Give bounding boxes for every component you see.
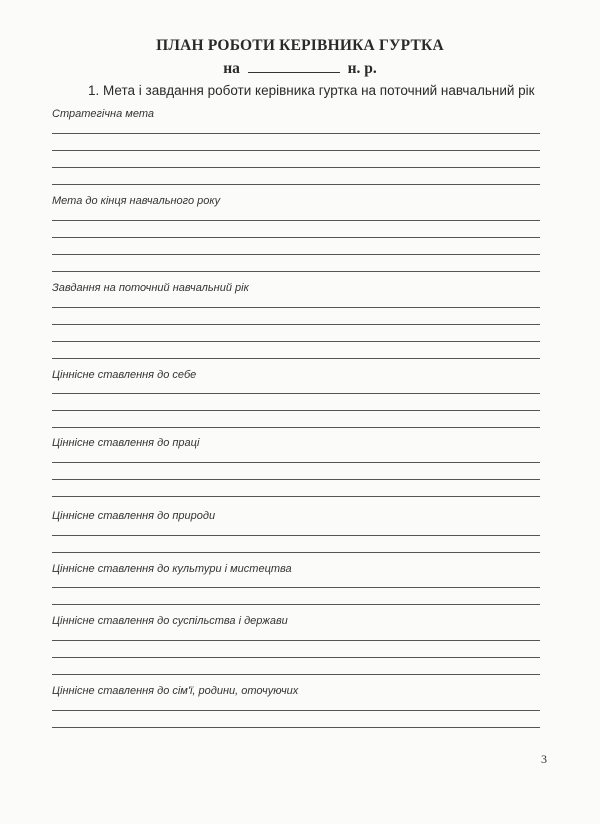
section-label-attitude-to-culture: Ціннісне ставлення до культури і мистецтва — [52, 563, 292, 575]
writing-line[interactable] — [52, 479, 540, 480]
writing-line[interactable] — [52, 237, 540, 238]
writing-line[interactable] — [52, 535, 540, 536]
year-blank-field[interactable] — [248, 59, 340, 73]
writing-line[interactable] — [52, 410, 540, 411]
writing-line[interactable] — [52, 604, 540, 605]
section-label-attitude-to-work: Ціннісне ставлення до праці — [52, 437, 200, 449]
writing-line[interactable] — [52, 587, 540, 588]
section-label-attitude-to-self: Ціннісне ставлення до себе — [52, 369, 197, 381]
writing-line[interactable] — [52, 150, 540, 151]
section-label-year-end-goal: Мета до кінця навчального року — [52, 195, 221, 207]
writing-line[interactable] — [52, 462, 540, 463]
writing-line[interactable] — [52, 710, 540, 711]
section-label-attitude-to-society: Ціннісне ставлення до суспільства і держави — [52, 615, 288, 627]
page-title: ПЛАН РОБОТИ КЕРІВНИКА ГУРТКА — [156, 37, 444, 54]
year-suffix: н. р. — [347, 60, 377, 77]
writing-line[interactable] — [52, 133, 540, 134]
writing-line[interactable] — [52, 271, 540, 272]
writing-line[interactable] — [52, 167, 540, 168]
section-heading: 1. Мета і завдання роботи керівника гуртка на поточний навчальний рік — [88, 83, 535, 98]
writing-line[interactable] — [52, 358, 540, 359]
writing-line[interactable] — [52, 674, 540, 675]
section-label-current-year-tasks: Завдання на поточний навчальний рік — [52, 282, 249, 294]
writing-line[interactable] — [52, 184, 540, 185]
writing-line[interactable] — [52, 427, 540, 428]
writing-line[interactable] — [52, 307, 540, 308]
writing-line[interactable] — [52, 640, 540, 641]
writing-line[interactable] — [52, 254, 540, 255]
page-number: 3 — [541, 752, 547, 766]
year-prefix: на — [223, 60, 240, 77]
section-label-attitude-to-nature: Ціннісне ставлення до природи — [52, 510, 216, 522]
writing-line[interactable] — [52, 393, 540, 394]
writing-line[interactable] — [52, 552, 540, 553]
section-label-strategic-goal: Стратегічна мета — [52, 108, 154, 120]
writing-line[interactable] — [52, 657, 540, 658]
section-label-attitude-to-family: Ціннісне ставлення до сім'ї, родини, оточуючих — [52, 685, 299, 697]
academic-year-line — [0, 59, 600, 78]
writing-line[interactable] — [52, 220, 540, 221]
writing-line[interactable] — [52, 496, 540, 497]
writing-line[interactable] — [52, 324, 540, 325]
writing-line[interactable] — [52, 727, 540, 728]
writing-line[interactable] — [52, 341, 540, 342]
